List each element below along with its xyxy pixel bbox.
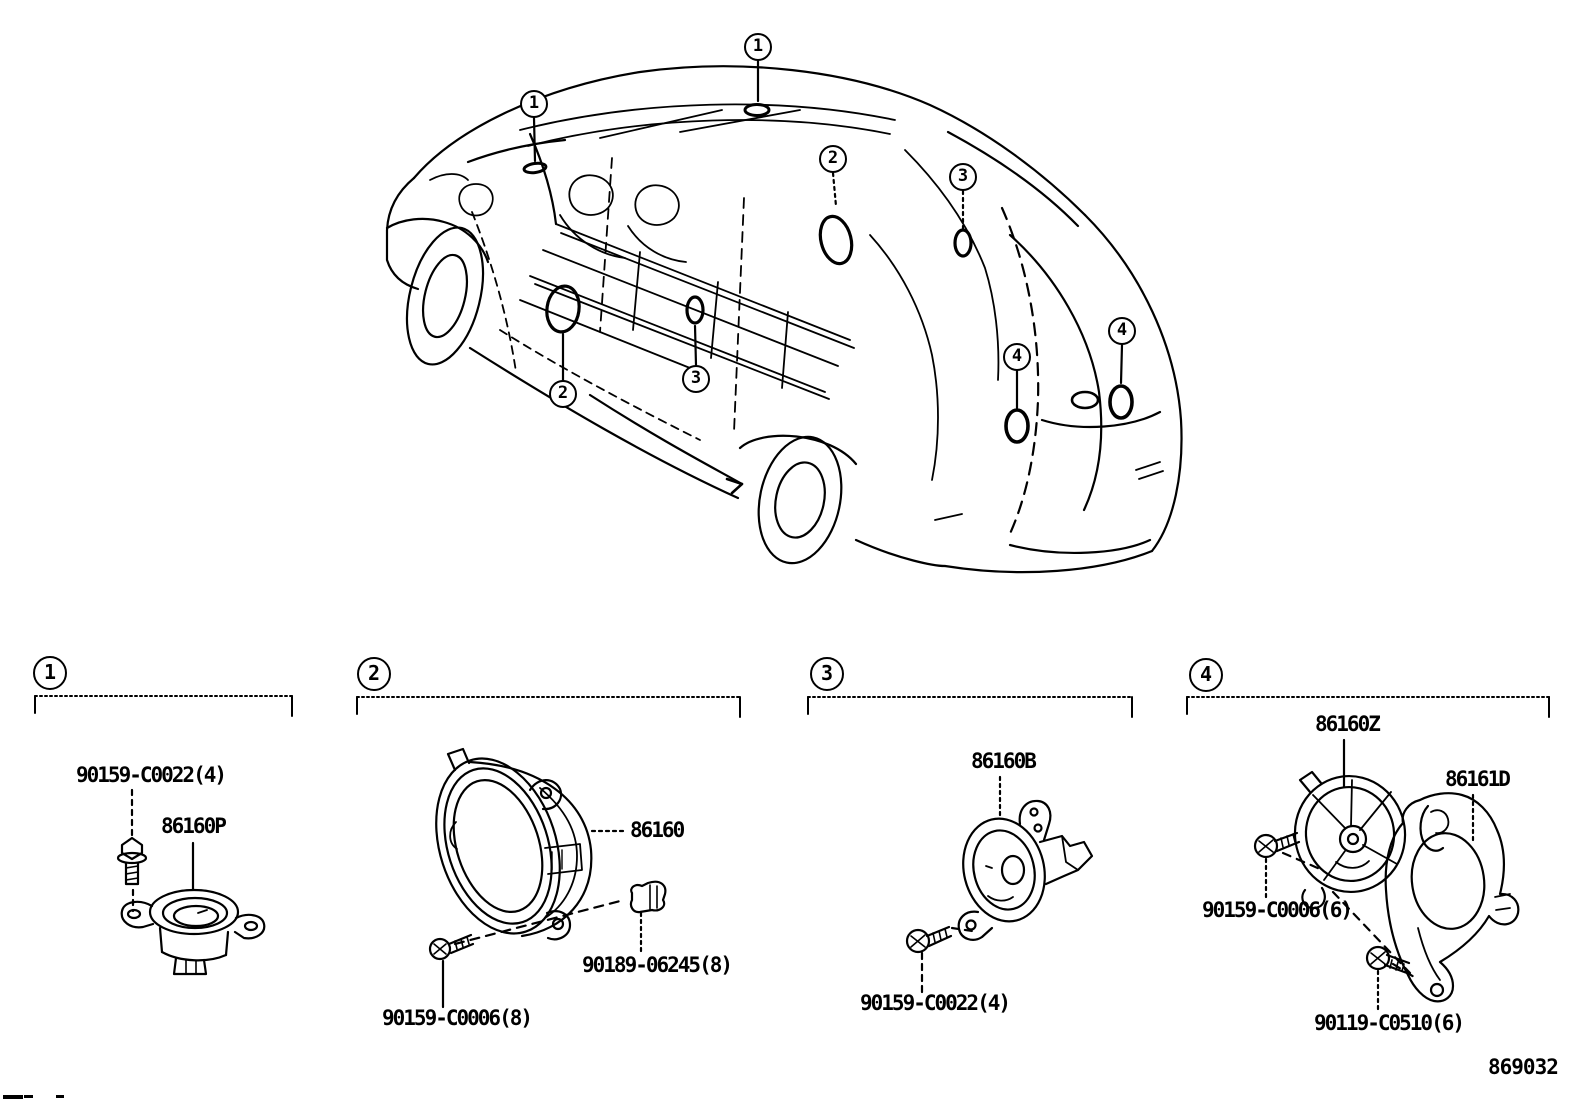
screw-drawing-rear-no2 [907,927,951,952]
part-number-90159-C0022-s1: 90159-C0022(4) [76,763,226,787]
vehicle-callout-1-dash: 1 [520,90,548,118]
part-number-86160Z: 86160Z [1315,712,1379,736]
vehicle-callout-1-roof: 1 [744,33,772,61]
speaker-location-marks [523,61,1132,442]
diagram-footer-code: 869032 [1488,1055,1558,1079]
part-number-86160B: 86160B [971,749,1035,773]
section-1-badge: 1 [33,656,67,690]
part-number-90159-C0006-s4: 90159-C0006(6) [1202,898,1352,922]
vehicle-callout-3-quarter: 3 [949,163,977,191]
vehicle-drawing [387,66,1182,572]
screw-drawing-quarter-upper [1255,833,1299,857]
part-number-86161D: 86161D [1445,767,1509,791]
cutoff-text-mark [3,1095,23,1099]
vehicle-callout-4-rear-left: 4 [1003,343,1031,371]
vehicle-callout-2-front-door: 2 [549,380,577,408]
vehicle-callout-2-rear-door: 2 [819,145,847,173]
part-number-90119-C0510: 90119-C0510(6) [1314,1011,1464,1035]
section-4-badge: 4 [1189,658,1223,692]
section-3-badge: 3 [810,657,844,691]
part-number-86160P: 86160P [161,814,225,838]
part-number-90159-C0006-s2: 90159-C0006(8) [382,1006,532,1030]
clip-drawing [631,882,665,912]
speaker-bracket-drawing [1386,793,1519,1001]
cutoff-text-mark [56,1095,64,1098]
vehicle-callout-3-side: 3 [682,365,710,393]
part-number-90159-C0022-s3: 90159-C0022(4) [860,991,1010,1015]
section-2-badge: 2 [357,657,391,691]
cutoff-text-mark [24,1095,33,1098]
part-number-90189-06245: 90189-06245(8) [582,953,732,977]
vehicle-callout-4-rear-right: 4 [1108,317,1136,345]
part-number-86160: 86160 [630,818,684,842]
rear-no2-speaker-drawing [907,777,1092,992]
screw-drawing-front-door [430,935,473,959]
bolt-drawing [118,838,146,884]
